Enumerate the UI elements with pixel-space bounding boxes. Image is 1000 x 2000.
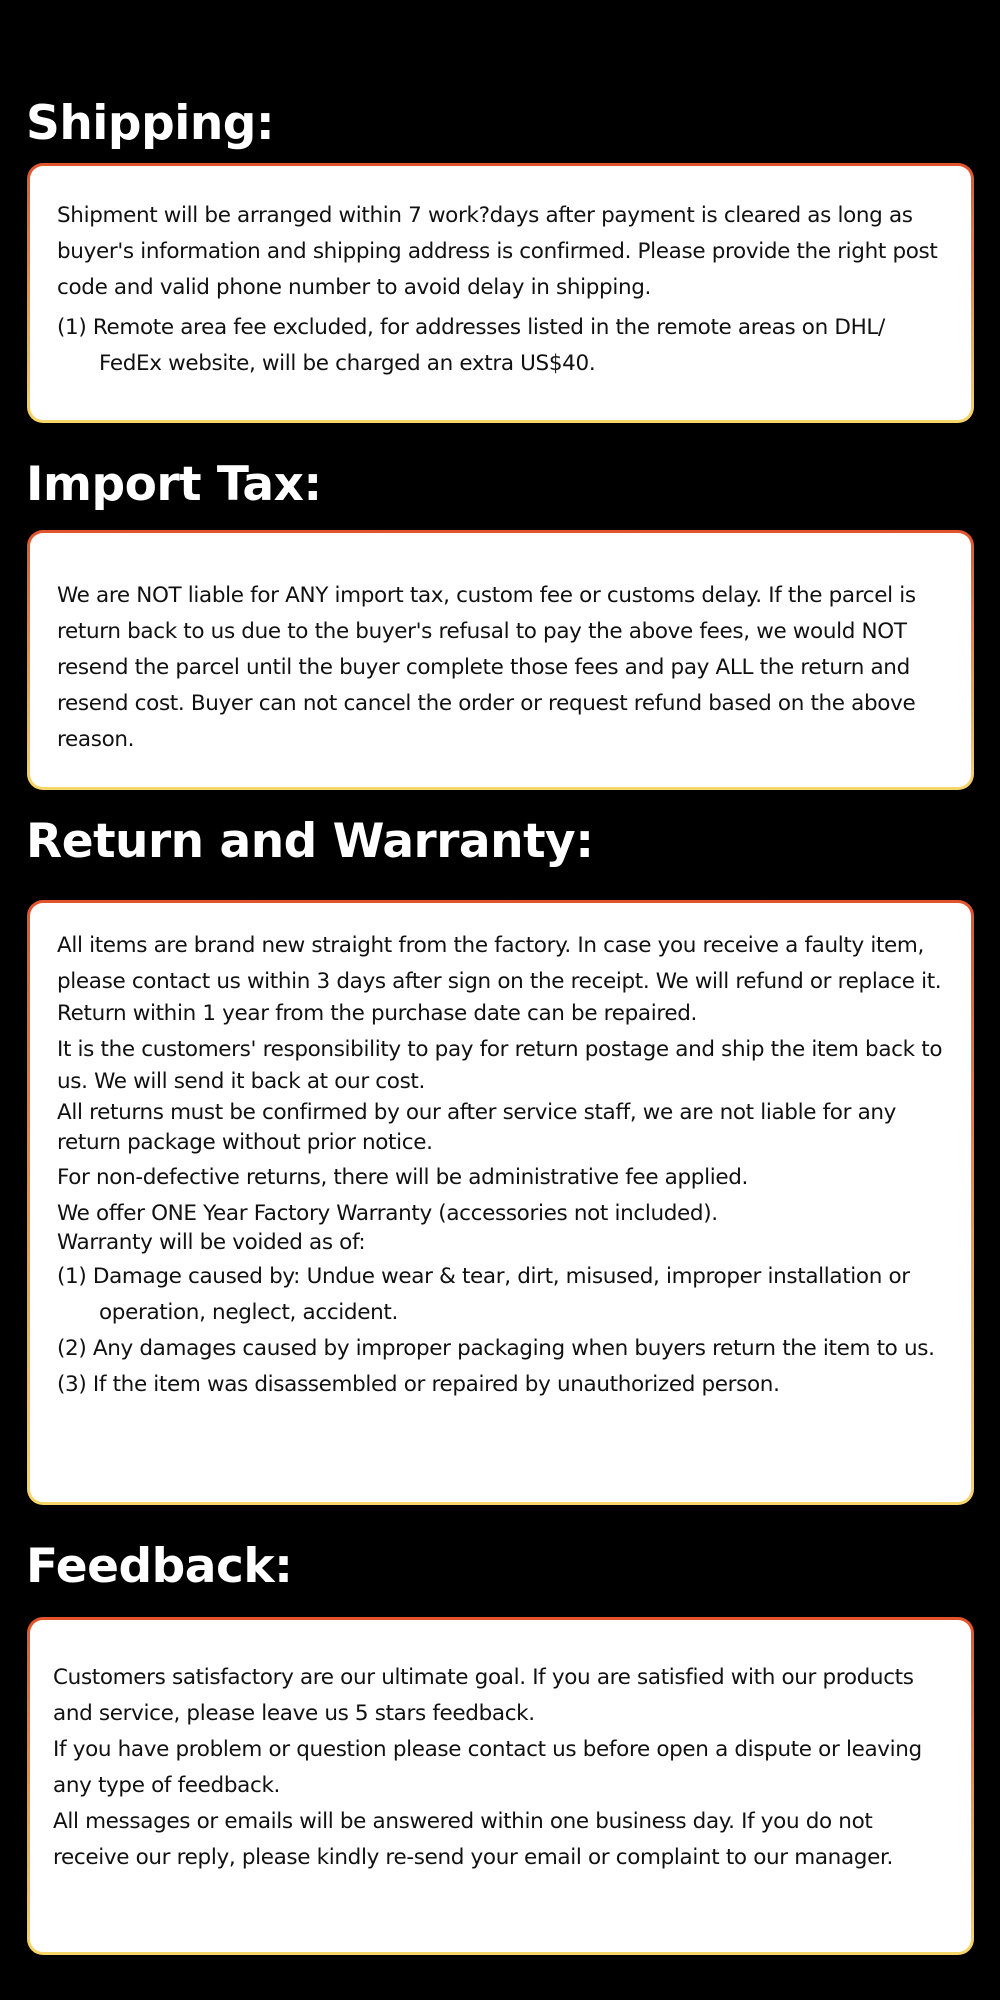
shipping-box-inner xyxy=(30,166,971,420)
shipping-paragraph-1: Shipment will be arranged within 7 work?days after payment is cleared as long as buyer's information and shipping address is confirmed. Please provide the right post code and valid phone number to avoid delay in shipping. xyxy=(57,203,938,300)
import-tax-heading: Import Tax: xyxy=(26,457,322,512)
feedback-paragraph-response: All messages or emails will be answered within one business day. If you do not receive our reply, please kindly re-send your email or complaint to our manager. xyxy=(53,1809,893,1870)
warranty-paragraph-postage: It is the customers' responsibility to pay for return postage and ship the item back to us. We will send it back at our cost. xyxy=(57,1037,943,1094)
warranty-paragraph-one-year: We offer ONE Year Factory Warranty (accessories not included). xyxy=(57,1201,718,1226)
warranty-paragraph-repair: Return within 1 year from the purchase date can be repaired. xyxy=(57,1001,697,1026)
warranty-void-item-1: (1) Damage caused by: Undue wear & tear, dirt, misused, improper installation or operation, neglect, accident. xyxy=(57,1264,910,1325)
return-warranty-text xyxy=(57,928,951,1403)
shipping-box xyxy=(27,163,974,423)
import-tax-text xyxy=(57,578,951,758)
shipping-heading: Shipping: xyxy=(26,96,275,151)
shipping-text xyxy=(57,198,951,382)
warranty-paragraph-admin-fee: For non-defective returns, there will be administrative fee applied. xyxy=(57,1165,749,1190)
return-warranty-box-inner xyxy=(30,903,971,1502)
warranty-paragraph-confirm: All returns must be confirmed by our after service staff, we are not liable for any return package without prior notice. xyxy=(57,1100,897,1155)
warranty-void-item-2: (2) Any damages caused by improper packaging when buyers return the item to us. xyxy=(57,1336,935,1361)
feedback-text xyxy=(53,1660,951,1876)
warranty-paragraph-voided: Warranty will be voided as of: xyxy=(57,1230,366,1255)
feedback-paragraph-contact: If you have problem or question please contact us before open a dispute or leaving any type of feedback. xyxy=(53,1737,922,1798)
import-tax-box xyxy=(27,530,974,790)
return-warranty-box xyxy=(27,900,974,1505)
warranty-void-item-3: (3) If the item was disassembled or repaired by unauthorized person. xyxy=(57,1372,780,1397)
return-warranty-heading: Return and Warranty: xyxy=(26,814,594,869)
warranty-paragraph-brand-new: All items are brand new straight from the factory. In case you receive a faulty item, please contact us within 3 days after sign on the receipt. We will refund or replace it. xyxy=(57,933,942,994)
feedback-heading: Feedback: xyxy=(26,1539,293,1594)
feedback-paragraph-satisfaction: Customers satisfactory are our ultimate goal. If you are satisfied with our products and service, please leave us 5 stars feedback. xyxy=(53,1665,914,1726)
import-tax-paragraph: We are NOT liable for ANY import tax, custom fee or customs delay. If the parcel is return back to us due to the buyer's refusal to pay the above fees, we would NOT resend the parcel until the buyer complete those fees and pay ALL the return and resend cost. Buyer can not cancel the order or request refund based on the above reason. xyxy=(57,583,916,752)
feedback-box xyxy=(27,1617,974,1955)
shipping-remote-area-fee-item: (1) Remote area fee excluded, for addresses listed in the remote areas on DHL/ FedEx website, will be charged an extra US$40. xyxy=(57,315,885,376)
feedback-box-inner xyxy=(30,1620,971,1952)
import-tax-box-inner xyxy=(30,533,971,787)
